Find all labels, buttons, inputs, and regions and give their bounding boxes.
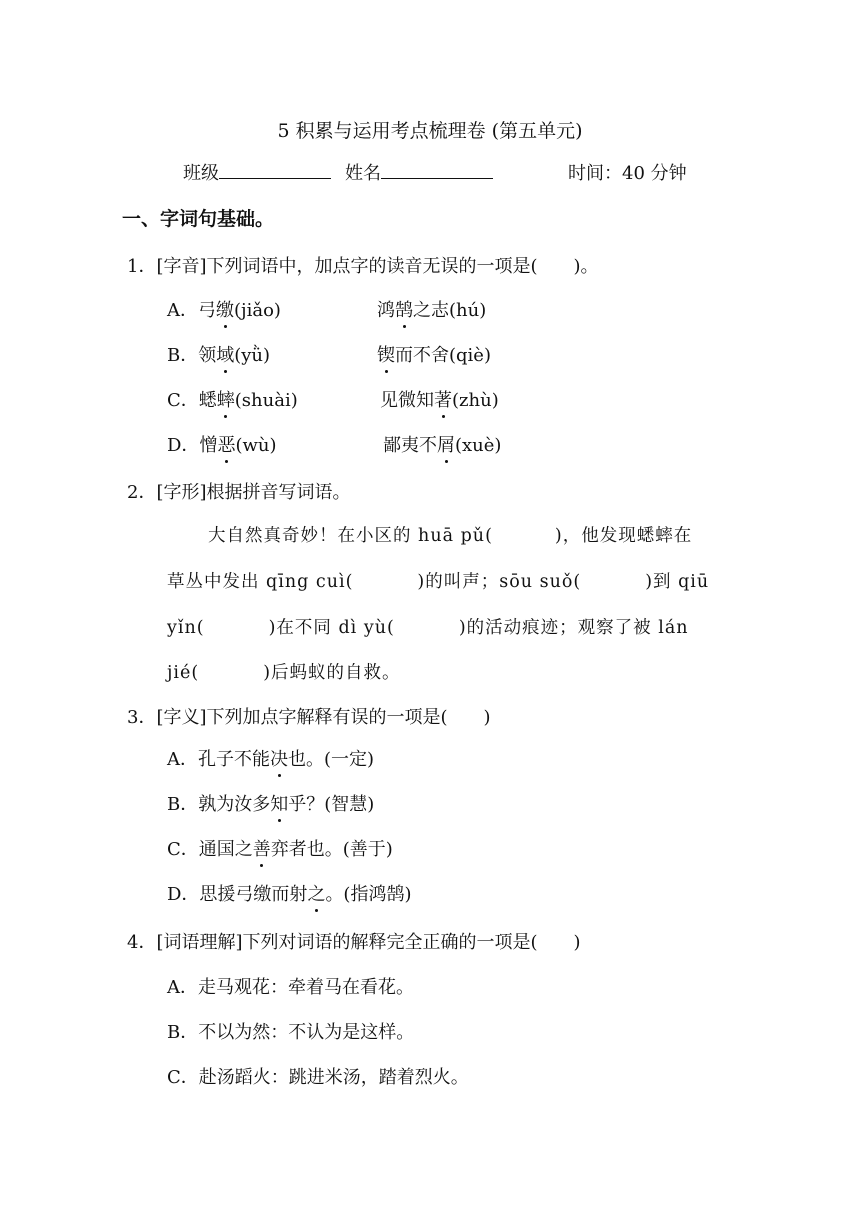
q1-option-a-word2: 鸿鹄之志(hú) <box>377 296 486 322</box>
q3-option-b[interactable]: B．孰为汝多知乎？(智慧) <box>167 790 374 816</box>
dotted-char: 恶 <box>217 431 235 457</box>
dotted-char: 锲 <box>377 341 395 367</box>
name-label: 姓名 <box>345 163 381 184</box>
q2-line-3: yǐn( )在不同 dì yù( )的活动痕迹；观察了被 lán <box>167 618 689 638</box>
q2-line-1: 大自然真奇妙！在小区的 huā pǔ( )，他发现蟋蟀在 <box>208 526 693 546</box>
q3-option-d[interactable]: D．思援弓缴而射之。(指鸿鹄) <box>167 880 411 906</box>
dotted-char: 善 <box>253 835 271 861</box>
time-info: 时间：40 分钟 <box>568 163 687 184</box>
class-field <box>183 159 331 185</box>
q1-option-d[interactable]: D．憎恶(wù) <box>167 431 276 457</box>
question-4: 4．[词语理解]下列对词语的解释完全正确的一项是( ) <box>127 932 581 953</box>
dotted-char: 之 <box>307 880 325 906</box>
name-field <box>345 159 493 185</box>
dotted-char: 域 <box>216 341 234 367</box>
question-2: 2．[字形]根据拼音写词语。 <box>127 482 351 503</box>
section-heading: 一、字词句基础。 <box>122 208 275 230</box>
q3-option-a[interactable]: A．孔子不能决也。(一定) <box>167 745 374 771</box>
q1-option-c[interactable]: C．蟋蟀(shuài) <box>167 386 298 412</box>
dotted-char: 决 <box>270 745 288 771</box>
q1-option-b[interactable]: B．领域(yǜ) <box>167 341 270 367</box>
dotted-char: 著 <box>434 386 452 412</box>
question-1: 1．[字音]下列词语中，加点字的读音无误的一项是( )。 <box>127 256 599 277</box>
q4-option-a[interactable]: A．走马观花：牵着马在看花。 <box>167 977 414 998</box>
q2-line-2: 草丛中发出 qīng cuì( )的叫声；sōu suǒ( )到 qiū <box>167 572 710 592</box>
class-blank[interactable] <box>219 178 331 179</box>
class-label: 班级 <box>183 163 219 184</box>
question-3: 3．[字义]下列加点字解释有误的一项是( ) <box>127 707 491 728</box>
q1-option-a[interactable]: A．弓缴(jiǎo) <box>167 296 281 322</box>
q1-option-d-word2: 鄙夷不屑(xuè) <box>383 431 501 457</box>
name-blank[interactable] <box>381 178 493 179</box>
q2-line-4: jié( )后蚂蚁的自救。 <box>167 663 401 683</box>
dotted-char: 鹄 <box>395 296 413 322</box>
q4-option-c[interactable]: C．赴汤蹈火：跳进米汤，踏着烈火。 <box>167 1067 469 1088</box>
q4-option-b[interactable]: B．不以为然：不认为是这样。 <box>167 1022 415 1043</box>
q3-option-c[interactable]: C．通国之善弈者也。(善于) <box>167 835 393 861</box>
dotted-char: 屑 <box>437 431 455 457</box>
dotted-char: 知 <box>270 790 288 816</box>
page-title: 5 积累与运用考点梳理卷 (第五单元) <box>277 120 583 142</box>
q1-option-c-word2: 见微知著(zhù) <box>380 386 499 412</box>
dotted-char: 缴 <box>216 296 234 322</box>
q1-option-b-word2: 锲而不舍(qiè) <box>377 341 491 367</box>
dotted-char: 蟀 <box>217 386 235 412</box>
